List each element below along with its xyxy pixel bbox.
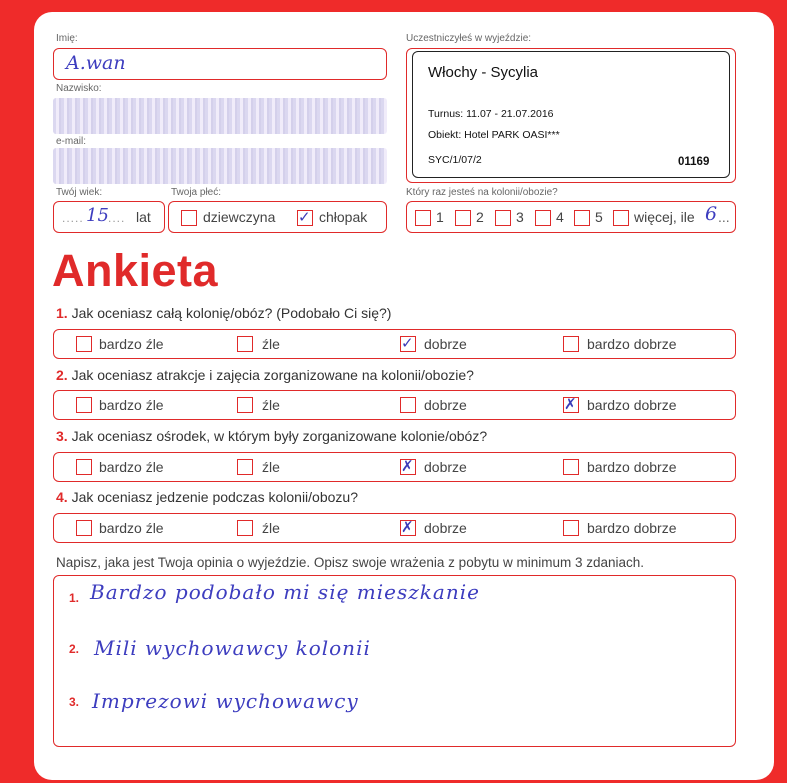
question-3-options	[53, 452, 736, 482]
opinion-line-3: Imprezowi wychowawcy	[92, 689, 359, 713]
q1-checkbox-bardzo-dobrze[interactable]	[563, 336, 579, 352]
q4-option-bardzo-zle: bardzo źle	[99, 520, 164, 536]
q4-checkbox-zle[interactable]	[237, 520, 253, 536]
question-2: 2. Jak oceniasz atrakcje i zajęcia zorganizowane na kolonii/obozie?	[56, 367, 474, 383]
question-3: 3. Jak oceniasz ośrodek, w którym były zorganizowane kolonie/obóz?	[56, 428, 488, 444]
name-field[interactable]	[53, 48, 387, 80]
surname-field-redacted[interactable]	[53, 98, 387, 134]
age-unit: lat	[136, 209, 151, 225]
surname-label: Nazwisko:	[56, 83, 102, 94]
trip-turnus: Turnus: 11.07 - 21.07.2016	[428, 108, 554, 120]
times-checkbox-1[interactable]	[415, 210, 431, 226]
times-option-5: 5	[595, 209, 603, 225]
q2-checkbox-bardzo-dobrze[interactable]: ✗	[563, 397, 579, 413]
question-2-options	[53, 390, 736, 420]
age-field[interactable]	[53, 201, 165, 233]
trip-inner-box	[412, 51, 730, 178]
gender-field	[168, 201, 387, 233]
gender-checkbox-girl[interactable]	[181, 210, 197, 226]
q2-option-dobrze: dobrze	[424, 397, 467, 413]
opinion-line-1-num: 1.	[69, 591, 80, 605]
opinion-line-2-num: 2.	[69, 642, 80, 656]
q3-option-bardzo-zle: bardzo źle	[99, 459, 164, 475]
q3-option-dobrze: dobrze	[424, 459, 467, 475]
opinion-line-1: Bardzo podobało mi się mieszkanie	[90, 580, 480, 604]
times-checkbox-4[interactable]	[535, 210, 551, 226]
times-field	[406, 201, 736, 233]
q1-checkbox-dobrze[interactable]: ✓	[400, 336, 416, 352]
q4-checkbox-dobrze[interactable]: ✗	[400, 520, 416, 536]
question-1-options	[53, 329, 736, 359]
name-value: A.wan	[66, 52, 126, 74]
age-dots-trailing: ....	[108, 211, 126, 225]
gender-option-girl: dziewczyna	[203, 209, 276, 225]
q4-option-dobrze: dobrze	[424, 520, 467, 536]
q2-checkbox-zle[interactable]	[237, 397, 253, 413]
times-checkbox-2[interactable]	[455, 210, 471, 226]
q1-option-bardzo-zle: bardzo źle	[99, 336, 164, 352]
trip-destination: Włochy - Sycylia	[428, 64, 539, 81]
times-option-4: 4	[556, 209, 564, 225]
age-value: 15	[86, 205, 109, 226]
q3-option-bardzo-dobrze: bardzo dobrze	[587, 459, 677, 475]
trip-number: 01169	[678, 156, 710, 168]
q3-checkbox-bardzo-zle[interactable]	[76, 459, 92, 475]
opinion-prompt: Napisz, jaka jest Twoja opinia o wyjeździe. Opisz swoje wrażenia z pobytu w minimum 3 zdaniach.	[56, 555, 645, 570]
times-value: 6	[705, 203, 718, 225]
q2-option-bardzo-dobrze: bardzo dobrze	[587, 397, 677, 413]
opinion-box[interactable]	[53, 575, 736, 747]
q2-option-zle: źle	[262, 397, 280, 413]
q3-option-zle: źle	[262, 459, 280, 475]
age-dots: .....	[62, 211, 84, 225]
times-checkbox-more[interactable]	[613, 210, 629, 226]
times-suffix: ...	[718, 209, 730, 225]
opinion-line-3-num: 3.	[69, 695, 80, 709]
gender-checkbox-boy[interactable]: ✓	[297, 210, 313, 226]
name-label: Imię:	[56, 33, 78, 44]
q3-checkbox-bardzo-dobrze[interactable]	[563, 459, 579, 475]
trip-box	[406, 48, 736, 183]
age-label: Twój wiek:	[56, 187, 103, 198]
times-option-2: 2	[476, 209, 484, 225]
times-option-more: więcej, ile	[634, 209, 695, 225]
q4-option-bardzo-dobrze: bardzo dobrze	[587, 520, 677, 536]
times-option-3: 3	[516, 209, 524, 225]
q1-option-zle: źle	[262, 336, 280, 352]
times-checkbox-3[interactable]	[495, 210, 511, 226]
trip-code: SYC/1/07/2	[428, 154, 482, 166]
q1-option-dobrze: dobrze	[424, 336, 467, 352]
q1-checkbox-zle[interactable]	[237, 336, 253, 352]
q4-checkbox-bardzo-zle[interactable]	[76, 520, 92, 536]
times-checkbox-5[interactable]	[574, 210, 590, 226]
trip-object: Obiekt: Hotel PARK OASI***	[428, 129, 560, 141]
q4-checkbox-bardzo-dobrze[interactable]	[563, 520, 579, 536]
trip-label: Uczestniczyłeś w wyjeździe:	[406, 33, 532, 44]
question-4: 4. Jak oceniasz jedzenie podczas kolonii/obozu?	[56, 489, 358, 505]
email-label: e-mail:	[56, 136, 87, 147]
q1-checkbox-bardzo-zle[interactable]	[76, 336, 92, 352]
q2-checkbox-bardzo-zle[interactable]	[76, 397, 92, 413]
q2-option-bardzo-zle: bardzo źle	[99, 397, 164, 413]
q4-option-zle: źle	[262, 520, 280, 536]
q3-checkbox-zle[interactable]	[237, 459, 253, 475]
question-1: 1. Jak oceniasz całą kolonię/obóz? (Podobało Ci się?)	[56, 305, 392, 321]
gender-label: Twoja płeć:	[171, 187, 222, 198]
q2-checkbox-dobrze[interactable]	[400, 397, 416, 413]
opinion-line-2: Mili wychowawcy kolonii	[94, 636, 371, 660]
q1-option-bardzo-dobrze: bardzo dobrze	[587, 336, 677, 352]
gender-option-boy: chłopak	[319, 209, 368, 225]
email-field-redacted[interactable]	[53, 148, 387, 184]
survey-title: Ankieta	[52, 245, 219, 296]
times-label: Który raz jesteś na kolonii/obozie?	[406, 187, 558, 198]
times-option-1: 1	[436, 209, 444, 225]
question-4-options	[53, 513, 736, 543]
q3-checkbox-dobrze[interactable]: ✗	[400, 459, 416, 475]
